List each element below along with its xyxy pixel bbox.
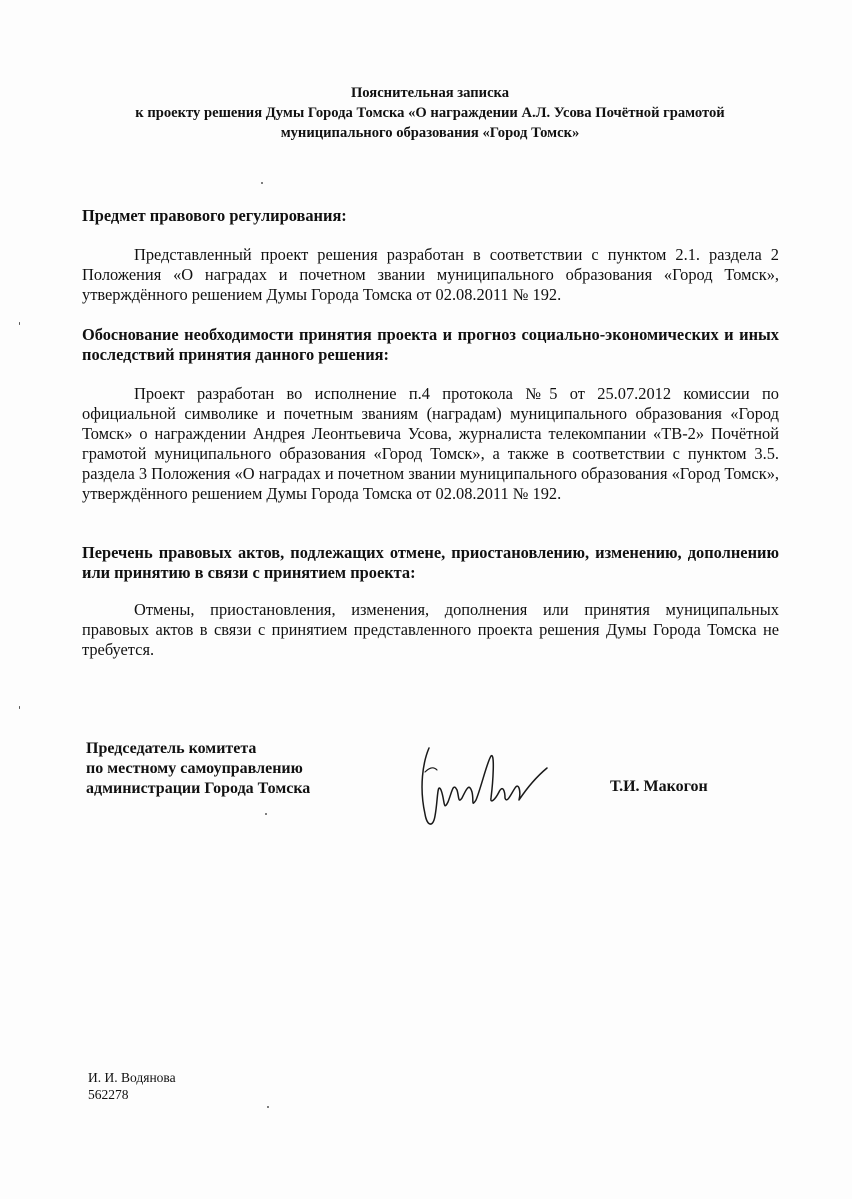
scan-speck bbox=[265, 813, 267, 815]
signer-position-line-1: Председатель комитета bbox=[86, 740, 257, 757]
section-text-legal-acts: Отмены, приостановления, изменения, дополнения или принятия муниципальных правовых актов в связи с принятием представленного проекта решения Думы Города Томска не требуется. bbox=[82, 600, 779, 659]
signer-name: Т.И. Макогон bbox=[610, 778, 708, 795]
signer-position bbox=[86, 739, 310, 799]
section-text-subject: Представленный проект решения разработан в соответствии с пунктом 2.1. раздела 2 Положения «О наградах и почетном звании муниципального образования «Город Томск», утверждённого решением Думы Города Томска от 02.08.2011 № 192. bbox=[82, 245, 779, 304]
section-heading-legal-acts: Перечень правовых актов, подлежащих отмене, приостановлению, изменению, дополнению или принятию в связи с принятием проекта: bbox=[82, 543, 779, 582]
title-line-2: к проекту решения Думы Города Томска «О награждении А.Л. Усова Почётной грамотой bbox=[135, 105, 725, 121]
handwritten-signature bbox=[415, 742, 555, 832]
section-heading-justification: Обоснование необходимости принятия проекта и прогноз социально-экономических и иных последствий принятия данного решения: bbox=[82, 325, 779, 364]
executor-phone: 562278 bbox=[88, 1087, 129, 1102]
title-line-3: муниципального образования «Город Томск» bbox=[280, 125, 580, 141]
title-line-1: Пояснительная записка bbox=[350, 85, 510, 101]
scan-speck bbox=[261, 182, 263, 184]
scan-speck bbox=[19, 706, 20, 709]
section-heading-subject: Предмет правового регулирования: bbox=[82, 206, 347, 225]
signer-position-line-2: по местному самоуправлению bbox=[86, 760, 303, 777]
executor-name: И. И. Водянова bbox=[88, 1070, 176, 1085]
signer-position-line-3: администрации Города Томска bbox=[86, 780, 311, 797]
executor-info bbox=[88, 1069, 176, 1103]
document-title bbox=[80, 83, 780, 143]
scan-speck bbox=[267, 1106, 269, 1108]
section-text-justification: Проект разработан во исполнение п.4 протокола №5 от 25.07.2012 комиссии по официальной символике и почетным званиям (наградам) муниципального образования «Город Томск» о награждении Андрея Леонтьевича Усова, журналиста телекомпании «ТВ-2» Почётной грамотой муниципального образования «Город Томск», а также в соответствии с пунктом 3.5. раздела 3 Положения «О наградах и почетном звании муниципального образования «Город Томск», утверждённого решением Думы Города Томска от 02.08.2011 № 192. bbox=[82, 384, 779, 503]
scan-speck bbox=[19, 322, 20, 325]
